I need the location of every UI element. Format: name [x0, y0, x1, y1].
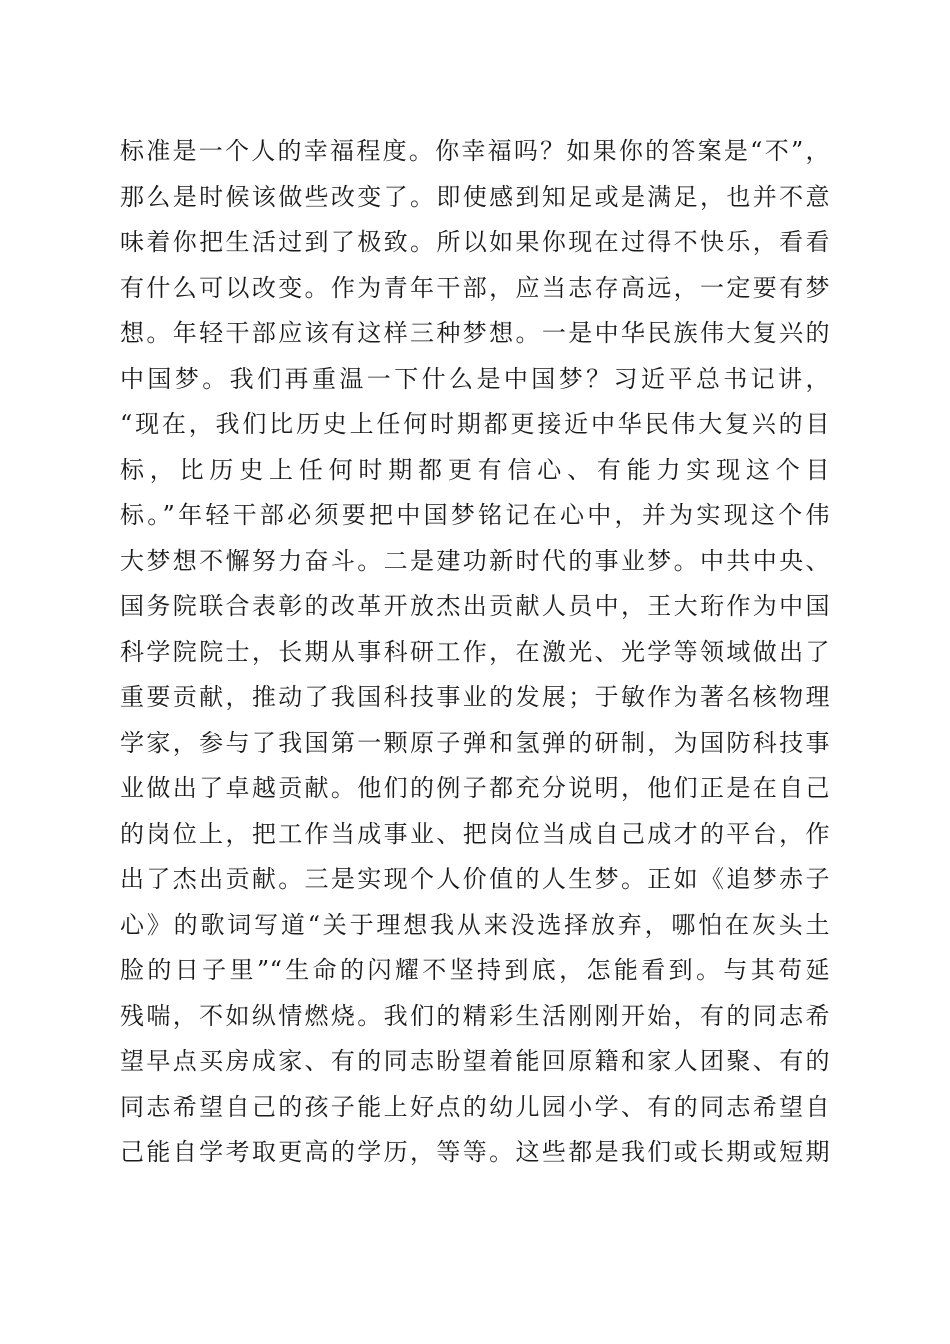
text-line: 那么是时候该做些改变了。即使感到知足或是满足，也并不意 — [120, 182, 830, 211]
text-line: 中国梦。我们再重温一下什么是中国梦？习近平总书记讲， — [120, 364, 830, 393]
text-line: 同志希望自己的孩子能上好点的幼儿园小学、有的同志希望自 — [120, 1092, 830, 1121]
text-line: 标准是一个人的幸福程度。你幸福吗？如果你的答案是“不”， — [120, 137, 830, 165]
body-paragraph — [120, 129, 830, 1176]
text-line: 己能自学考取更高的学历，等等。这些都是我们或长期或短期 — [120, 1138, 830, 1166]
text-line: 标。”年轻干部必须要把中国梦铭记在心中，并为实现这个伟 — [120, 501, 830, 529]
text-line: 大梦想不懈努力奋斗。二是建功新时代的事业梦。中共中央、 — [120, 546, 830, 575]
text-line: 科学院院士，长期从事科研工作，在激光、光学等领域做出了 — [120, 637, 830, 666]
text-line: 国务院联合表彰的改革开放杰出贡献人员中，王大珩作为中国 — [120, 592, 830, 620]
text-line: 望早点买房成家、有的同志盼望着能回原籍和家人团聚、有的 — [120, 1047, 830, 1075]
text-line: 的岗位上，把工作当成事业、把岗位当成自己成才的平台，作 — [120, 819, 830, 848]
text-line: 味着你把生活过到了极致。所以如果你现在过得不快乐，看看 — [120, 228, 830, 256]
text-line: 学家，参与了我国第一颗原子弹和氢弹的研制，为国防科技事 — [120, 728, 830, 757]
text-line: 出了杰出贡献。三是实现个人价值的人生梦。正如《追梦赤子 — [120, 865, 830, 893]
text-line: “现在，我们比历史上任何时期都更接近中华民伟大复兴的目 — [120, 410, 830, 438]
text-line: 残喘，不如纵情燃烧。我们的精彩生活刚刚开始，有的同志希 — [120, 1001, 830, 1030]
text-line: 心》的歌词写道“关于理想我从来没选择放弃，哪怕在灰头土 — [120, 910, 830, 939]
text-line: 想。年轻干部应该有这样三种梦想。一是中华民族伟大复兴的 — [120, 319, 830, 347]
text-line: 脸的日子里”“生命的闪耀不坚持到底，怎能看到。与其苟延 — [120, 956, 830, 984]
text-line: 标，比历史上任何时期都更有信心、有能力实现这个目 — [120, 455, 830, 484]
text-line: 有什么可以改变。作为青年干部，应当志存高远，一定要有梦 — [120, 273, 830, 302]
text-line: 重要贡献，推动了我国科技事业的发展；于敏作为著名核物理 — [120, 683, 830, 711]
text-line: 业做出了卓越贡献。他们的例子都充分说明，他们正是在自己 — [120, 774, 830, 802]
